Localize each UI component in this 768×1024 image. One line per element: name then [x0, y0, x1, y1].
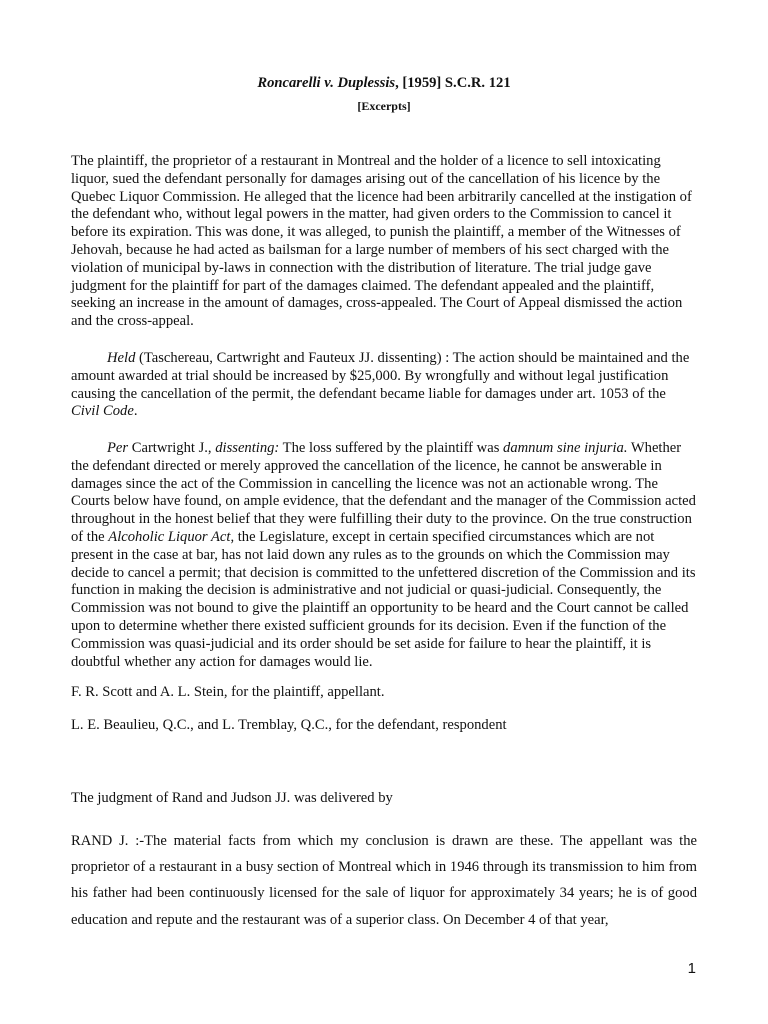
- case-citation: , [1959] S.C.R. 121: [395, 75, 511, 91]
- rand-judgment-text: RAND J. :-The material facts from which my conclusion is drawn are these. The appellant was the proprietor of a restaurant in a busy section of Montreal which in 1946 through its transmission to him from his father had been continuously licensed for the sale of liquor for approximately 34 years; he is of good education and repute and the restaurant was of a superior class. On December 4 of that year,: [71, 833, 697, 928]
- per-judge: Cartwright J.,: [128, 440, 216, 456]
- page-number: 1: [687, 960, 696, 977]
- held-paragraph: [71, 350, 697, 421]
- counsel-appellant: F. R. Scott and A. L. Stein, for the plaintiff, appellant.: [71, 684, 385, 700]
- judgment-intro: The judgment of Rand and Judson JJ. was delivered by: [71, 790, 393, 806]
- per-damnum: damnum sine injuria.: [503, 440, 628, 456]
- case-name: Roncarelli v. Duplessis: [257, 75, 396, 91]
- dissent-paragraph: [71, 440, 697, 671]
- counsel-respondent: L. E. Beaulieu, Q.C., and L. Tremblay, Q.C., for the defendant, respondent: [71, 717, 507, 733]
- per-act: Alcoholic Liquor Act: [108, 528, 231, 545]
- per-text-1: The loss suffered by the plaintiff was: [279, 440, 504, 456]
- held-end: .: [133, 403, 138, 420]
- civil-code: Civil Code: [71, 403, 134, 420]
- headnote-summary: The plaintiff, the proprietor of a restaurant in Montreal and the holder of a licence to sell intoxicating liquor, sued the defendant personally for damages arising out of the cancellation of his licence by the Quebec Liquor Commission. He alleged that the licence had been arbitrarily cancelled at the instigation of the defendant who, without legal powers in the matter, had given orders to the Commission to cancel it before its expiration. This was done, it was alleged, to punish the plaintiff, a member of the Witnesses of Jehovah, because he had acted as bailsman for a large number of members of his sect charged with the violation of municipal by-laws in connection with the distribution of literature. The trial judge gave judgment for the plaintiff for part of the damages claimed. The defendant appealed and the plaintiff, seeking an increase in the amount of damages, cross-appealed. The Court of Appeal dismissed the action and the cross-appeal.: [71, 153, 692, 330]
- held-text: (Taschereau, Cartwright and Fauteux JJ. dissenting) : The action should be maintained and the amount awarded at trial should be increased by $25,000. By wrongfully and without legal justification causing the cancellation of the permit, the defendant became liable for damages under art. 1053 of the: [71, 350, 690, 402]
- excerpts-label: [Excerpts]: [357, 99, 411, 113]
- per-text-2: Whether the defendant directed or merely approved the cancellation of the licence, he cannot be answerable in damages since the act of the Commission in cancelling the licence was not an actionable wrong. The Courts below have found, on ample evidence, that the defendant and the manager of the Commission acted throughout in the honest belief that they were fulfilling their duty to the province. On the true construction of the: [71, 440, 696, 545]
- per-text-3: , the Legislature, except in certain specified circumstances which are not present in the case at bar, has not laid down any rules as to the grounds on which the Commission may decide to cancel a permit; that decision is committed to the unfettered discretion of the Commission and its function in making the decision is administrative and not judicial or quasi-judicial. Consequently, the Commission was not bound to give the plaintiff an opportunity to be heard and the Court cannot be called upon to determine whether there existed sufficient grounds for its decision. Even if the function of the Commission was quasi-judicial and its order should be set aside for failure to hear the plaintiff, it is doubtful whether any action for damages would lie.: [71, 528, 696, 670]
- per-label: Per: [107, 440, 129, 456]
- per-dissenting: dissenting:: [215, 440, 280, 456]
- held-label: Held: [107, 350, 136, 366]
- document-title: [71, 73, 697, 93]
